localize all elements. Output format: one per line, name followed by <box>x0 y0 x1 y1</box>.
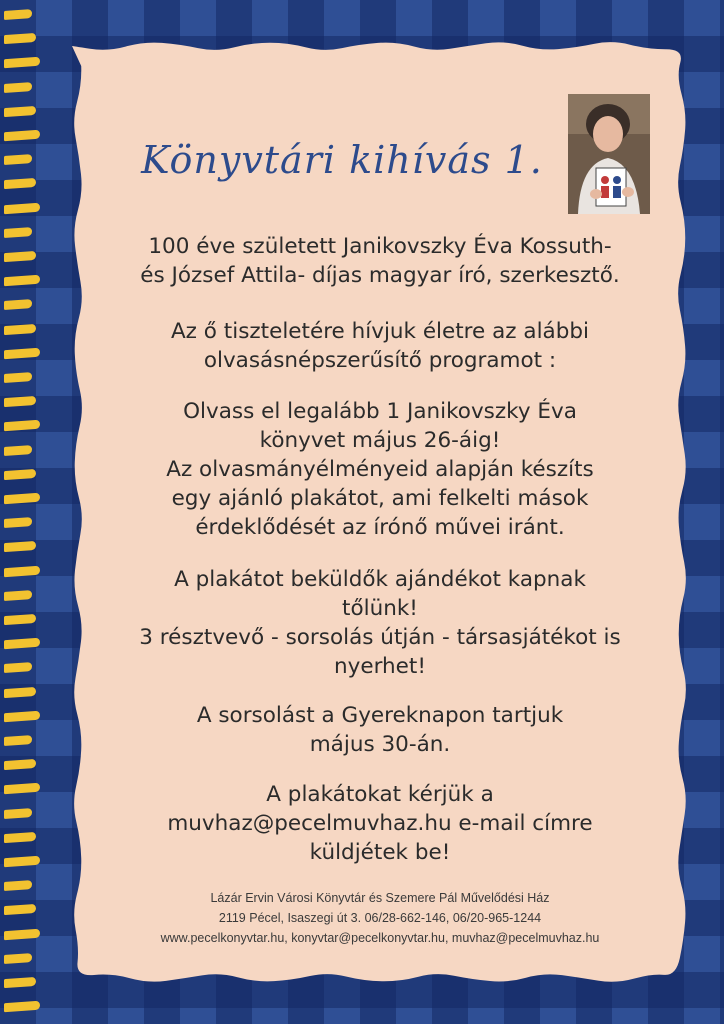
text-line: tőlünk! <box>342 596 418 621</box>
stripe-mark <box>4 178 36 189</box>
text-line: küldjétek be! <box>309 840 451 865</box>
paragraph-submit <box>92 780 668 867</box>
author-portrait-photo <box>568 94 650 214</box>
stripe-mark <box>4 759 36 770</box>
stripe-mark <box>4 1001 40 1013</box>
page-title: Könyvtári kihívás 1. <box>141 138 543 182</box>
stripe-mark <box>4 227 32 238</box>
stripe-mark <box>4 880 32 891</box>
stripe-mark <box>4 202 40 214</box>
stripe-mark <box>4 493 40 505</box>
stripe-mark <box>4 396 36 407</box>
stripe-mark <box>4 251 36 262</box>
text-line: A sorsolást a Gyereknapon tartjuk <box>196 703 564 728</box>
stripe-mark <box>4 808 32 819</box>
text-line: egy ajánló plakátot, ami felkelti mások <box>171 486 589 511</box>
stripe-mark <box>4 420 40 432</box>
stripe-mark <box>4 565 40 577</box>
text-line: Olvass el legalább 1 Janikovszky Éva <box>183 399 577 424</box>
stripe-mark <box>4 904 36 915</box>
stripe-mark <box>4 783 40 795</box>
stripe-mark <box>4 348 40 360</box>
stripe-mark <box>4 953 32 964</box>
stripe-mark <box>4 662 32 673</box>
stripe-mark <box>4 686 36 697</box>
text-line: és József Attila- díjas magyar író, szerkesztő. <box>140 263 620 288</box>
stripe-mark <box>4 323 36 334</box>
stripe-mark <box>4 130 40 142</box>
paragraph-intro <box>92 232 668 290</box>
stripe-mark <box>4 638 40 650</box>
stripe-mark <box>4 106 36 117</box>
stripe-mark <box>4 590 32 601</box>
paragraph-task <box>92 397 668 542</box>
text-line: olvasásnépszerűsítő programot : <box>203 348 557 373</box>
stripe-mark <box>4 735 32 746</box>
stripe-mark <box>4 977 36 988</box>
stripe-mark <box>4 9 32 20</box>
text-line: 100 éve született Janikovszky Éva Kossuth- <box>148 234 612 259</box>
stripe-mark <box>4 275 40 287</box>
text-line: érdeklődését az írónő művei iránt. <box>195 515 565 540</box>
stripe-mark <box>4 299 32 310</box>
text-line: Az olvasmányélményeid alapján készíts <box>166 457 594 482</box>
stripe-mark <box>4 517 32 528</box>
text-line: május 30-án. <box>309 732 451 757</box>
footer-contact <box>72 888 688 948</box>
stripe-mark <box>4 711 40 723</box>
text-line: muvhaz@pecelmuvhaz.hu e-mail címre <box>167 811 593 836</box>
stripe-mark <box>4 541 36 552</box>
text-line: nyerhet! <box>334 654 426 679</box>
stripe-mark <box>4 928 40 940</box>
footer-links: www.pecelkonyvtar.hu, konyvtar@pecelkonyvtar.hu, muvhaz@pecelmuvhaz.hu <box>160 931 600 945</box>
paragraph-prizes <box>92 565 668 681</box>
text-line: 3 résztvevő - sorsolás útján - társasjátékot is <box>139 625 621 650</box>
paragraph-program <box>92 317 668 375</box>
stripe-mark <box>4 469 36 480</box>
stripe-mark <box>4 832 36 843</box>
stripe-mark <box>4 154 32 165</box>
stripe-mark <box>4 614 36 625</box>
text-line: Az ő tiszteletére hívjuk életre az alábbi <box>170 319 590 344</box>
paragraph-draw <box>92 701 668 759</box>
text-line: könyvet május 26-áig! <box>259 428 501 453</box>
stripe-mark <box>4 445 32 456</box>
stripe-mark <box>4 57 40 69</box>
text-line: A plakátot beküldők ajándékot kapnak <box>174 567 586 592</box>
footer-address: 2119 Pécel, Isaszegi út 3. 06/28-662-146, 06/20-965-1244 <box>218 911 542 925</box>
stripe-mark <box>4 372 32 383</box>
text-line: A plakátokat kérjük a <box>266 782 494 807</box>
flyer-content <box>72 40 688 984</box>
stripe-mark <box>4 33 36 44</box>
stripe-mark <box>4 82 32 93</box>
yellow-stripes-decoration <box>0 0 44 1024</box>
footer-institution: Lázár Ervin Városi Könyvtár és Szemere Pál Művelődési Ház <box>210 891 550 905</box>
stripe-mark <box>4 856 40 868</box>
